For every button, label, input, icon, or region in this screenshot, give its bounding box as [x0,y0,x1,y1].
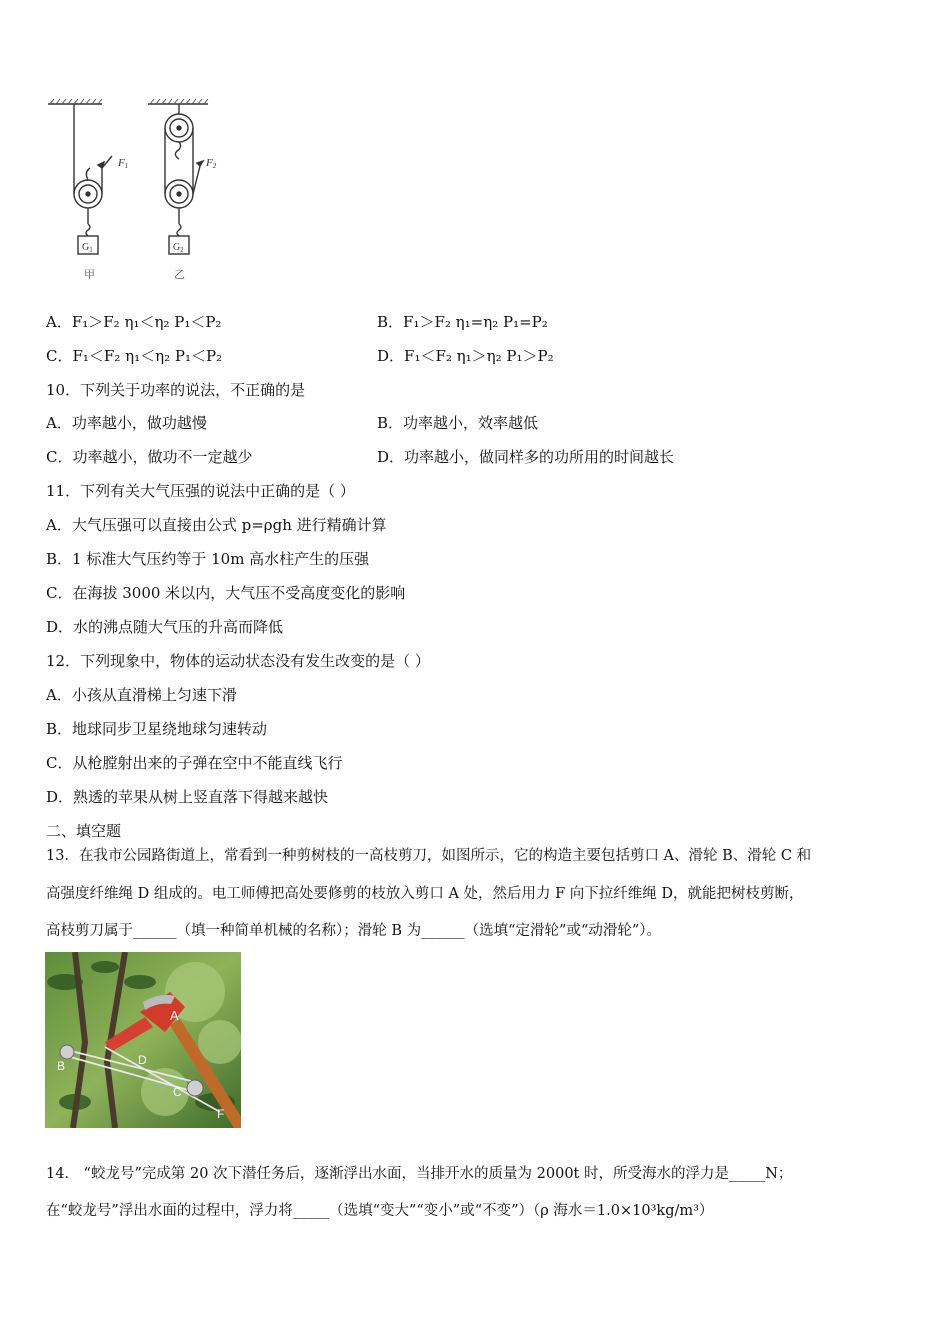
g1-label: $G_1$ [82,242,93,254]
q10-stem: 10．下列关于功率的说法，不正确的是 [46,381,306,399]
option-text: F₁＜F₂ η₁＜η₂ P₁＜P₂ [72,347,223,365]
f1-label: F1 [118,157,129,170]
option-text: 功率越小，做功越慢 [71,414,207,432]
q12-option-b[interactable]: B．地球同步卫星绕地球匀速转动 [46,720,268,738]
option-text: 功率越小，做同样多的功所用的时间越长 [404,448,675,466]
option-letter: C． [46,347,73,365]
option-text: F₁＞F₂ η₁=η₂ P₁=P₂ [403,313,548,331]
q10-option-c[interactable] [46,447,253,467]
q11-option-b[interactable]: B．1 标准大气压约等于 10m 高水柱产生的压强 [46,550,370,568]
q12-option-a[interactable]: A．小孩从直滑梯上匀速下滑 [46,686,237,704]
q9-option-d[interactable] [377,346,554,366]
f2-label: F2 [206,157,217,170]
photo-label-d: D [138,1053,147,1067]
option-letter: A． [46,414,72,432]
q9-option-a[interactable] [46,312,221,332]
q11-option-c[interactable]: C．在海拔 3000 米以内，大气压不受高度变化的影响 [46,584,406,602]
q9-option-c[interactable] [46,346,222,366]
pulley-figure [40,96,230,286]
photo-label-b: B [57,1059,66,1073]
pruner-photo [45,952,241,1128]
q13-line-3: 高枝剪刀属于______（填一种简单机械的名称）；滑轮 B 为______（选填“定滑轮”或“动滑轮”）。 [46,923,662,939]
option-letter: B． [377,313,404,331]
option-letter: C． [46,448,73,466]
q12-stem: 12．下列现象中，物体的运动状态没有发生改变的是（ ） [46,652,430,670]
q9-option-b[interactable] [377,312,548,332]
ceiling-left [48,99,102,104]
ceiling-right [148,99,208,104]
q10-option-d[interactable] [377,447,674,467]
label-jia: 甲 [84,268,95,281]
q13-line-2: 高强度纤维绳 D 组成的。电工师傅把高处要修剪的枝放入剪口 A 处，然后用力 F 向下拉纤维绳 D，就能把树枝剪断， [46,886,804,902]
q14-line-1: 14． “蛟龙号”完成第 20 次下潜任务后，逐渐浮出水面，当排开水的质量为 2000t 时，所受海水的浮力是_____N； [46,1166,793,1182]
option-letter: D． [377,347,405,365]
q12-option-d[interactable]: D．熟透的苹果从树上竖直落下得越来越快 [46,788,329,806]
option-letter: B． [377,414,404,432]
g2-label: $G_2$ [173,242,184,254]
q10-option-b[interactable] [377,413,538,433]
option-text: F₁＜F₂ η₁＞η₂ P₁＞P₂ [404,347,554,365]
option-letter: A． [46,313,72,331]
option-text: F₁＞F₂ η₁＜η₂ P₁＜P₂ [71,313,222,331]
q10-option-a[interactable] [46,413,207,433]
section-title-fill-in: 二、填空题 [46,822,122,840]
option-letter: D． [377,448,405,466]
q12-option-c[interactable]: C．从枪膛射出来的子弹在空中不能直线飞行 [46,754,343,772]
q13-line-1: 13．在我市公园路街道上，常看到一种剪树枝的一高枝剪刀，如图所示，它的构造主要包括剪口 A、滑轮 B、滑轮 C 和 [46,848,812,864]
option-text: 功率越小，效率越低 [403,414,539,432]
q11-option-a[interactable]: A．大气压强可以直接由公式 p=ρgh 进行精确计算 [46,516,387,534]
photo-label-f: F [217,1107,225,1121]
q14-line-2: 在“蛟龙号”浮出水面的过程中，浮力将_____（选填“变大”“变小”或“不变”）（ρ 海水＝1.0×10³kg/m³） [46,1203,714,1219]
label-yi: 乙 [174,268,185,281]
q11-option-d[interactable]: D．水的沸点随大气压的升高而降低 [46,618,284,636]
q11-stem: 11．下列有关大气压强的说法中正确的是（ ） [46,482,355,500]
pulley-block-right [165,104,203,254]
option-text: 功率越小，做功不一定越少 [72,448,253,466]
photo-label-c: C [173,1085,182,1099]
photo-label-a: A [170,1008,179,1023]
movable-pulley-left [74,104,112,254]
